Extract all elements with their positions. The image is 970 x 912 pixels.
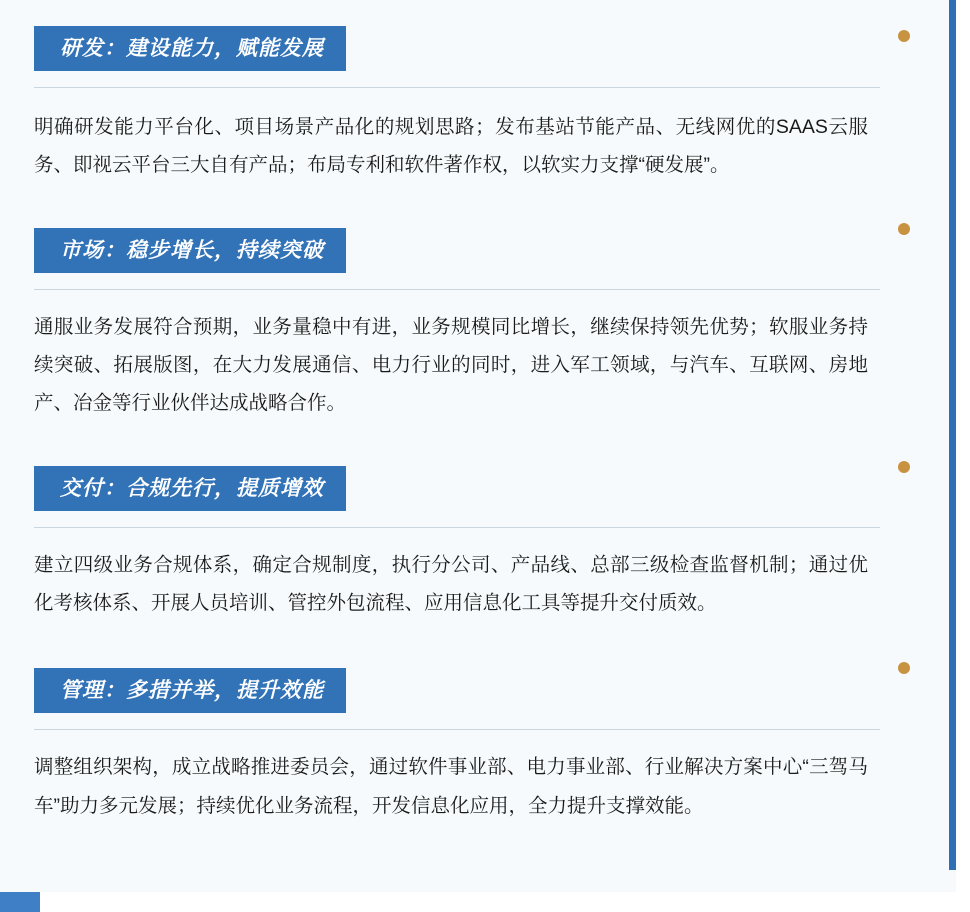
section-header xyxy=(0,184,910,273)
section-tag-management: 管理：多措并举，提升效能 xyxy=(34,668,346,713)
section-divider xyxy=(34,87,880,88)
section-header xyxy=(0,422,910,511)
bullet-dot-icon xyxy=(898,461,910,473)
bullet-dot-icon xyxy=(898,30,910,42)
section-research xyxy=(0,0,910,184)
section-body-management: 调整组织架构，成立战略推进委员会，通过软件事业部、电力事业部、行业解决方案中心“三驾马车”助力多元发展；持续优化业务流程，开发信息化应用，全力提升支撑效能。 xyxy=(34,756,868,817)
section-management xyxy=(0,622,910,824)
right-accent-bar xyxy=(949,0,956,870)
section-header xyxy=(0,0,910,71)
bottom-margin xyxy=(0,892,970,912)
bottom-accent-bar xyxy=(0,892,40,912)
right-margin xyxy=(956,0,970,912)
section-body-market: 通服业务发展符合预期，业务量稳中有进，业务规模同比增长，继续保持领先优势；软服业务持续突破、拓展版图，在大力发展通信、电力行业的同时，进入军工领域，与汽车、互联网、房地产、冶金等行业伙伴达成战略合作。 xyxy=(34,316,868,415)
bullet-dot-icon xyxy=(898,223,910,235)
section-delivery xyxy=(0,422,910,622)
section-header xyxy=(0,622,910,713)
section-tag-market: 市场：稳步增长，持续突破 xyxy=(34,228,346,273)
section-market xyxy=(0,184,910,422)
section-tag-research: 研发：建设能力，赋能发展 xyxy=(34,26,346,71)
section-body-research: 明确研发能力平台化、项目场景产品化的规划思路；发布基站节能产品、无线网优的SAAS云服务、即视云平台三大自有产品；布局专利和软件著作权，以软实力支撑“硬发展”。 xyxy=(34,116,868,177)
section-divider xyxy=(34,289,880,290)
bullet-dot-icon xyxy=(898,662,910,674)
section-divider xyxy=(34,729,880,730)
section-tag-delivery: 交付：合规先行，提质增效 xyxy=(34,466,346,511)
section-body-delivery: 建立四级业务合规体系，确定合规制度，执行分公司、产品线、总部三级检查监督机制；通过优化考核体系、开展人员培训、管控外包流程、应用信息化工具等提升交付质效。 xyxy=(34,554,868,615)
section-divider xyxy=(34,527,880,528)
